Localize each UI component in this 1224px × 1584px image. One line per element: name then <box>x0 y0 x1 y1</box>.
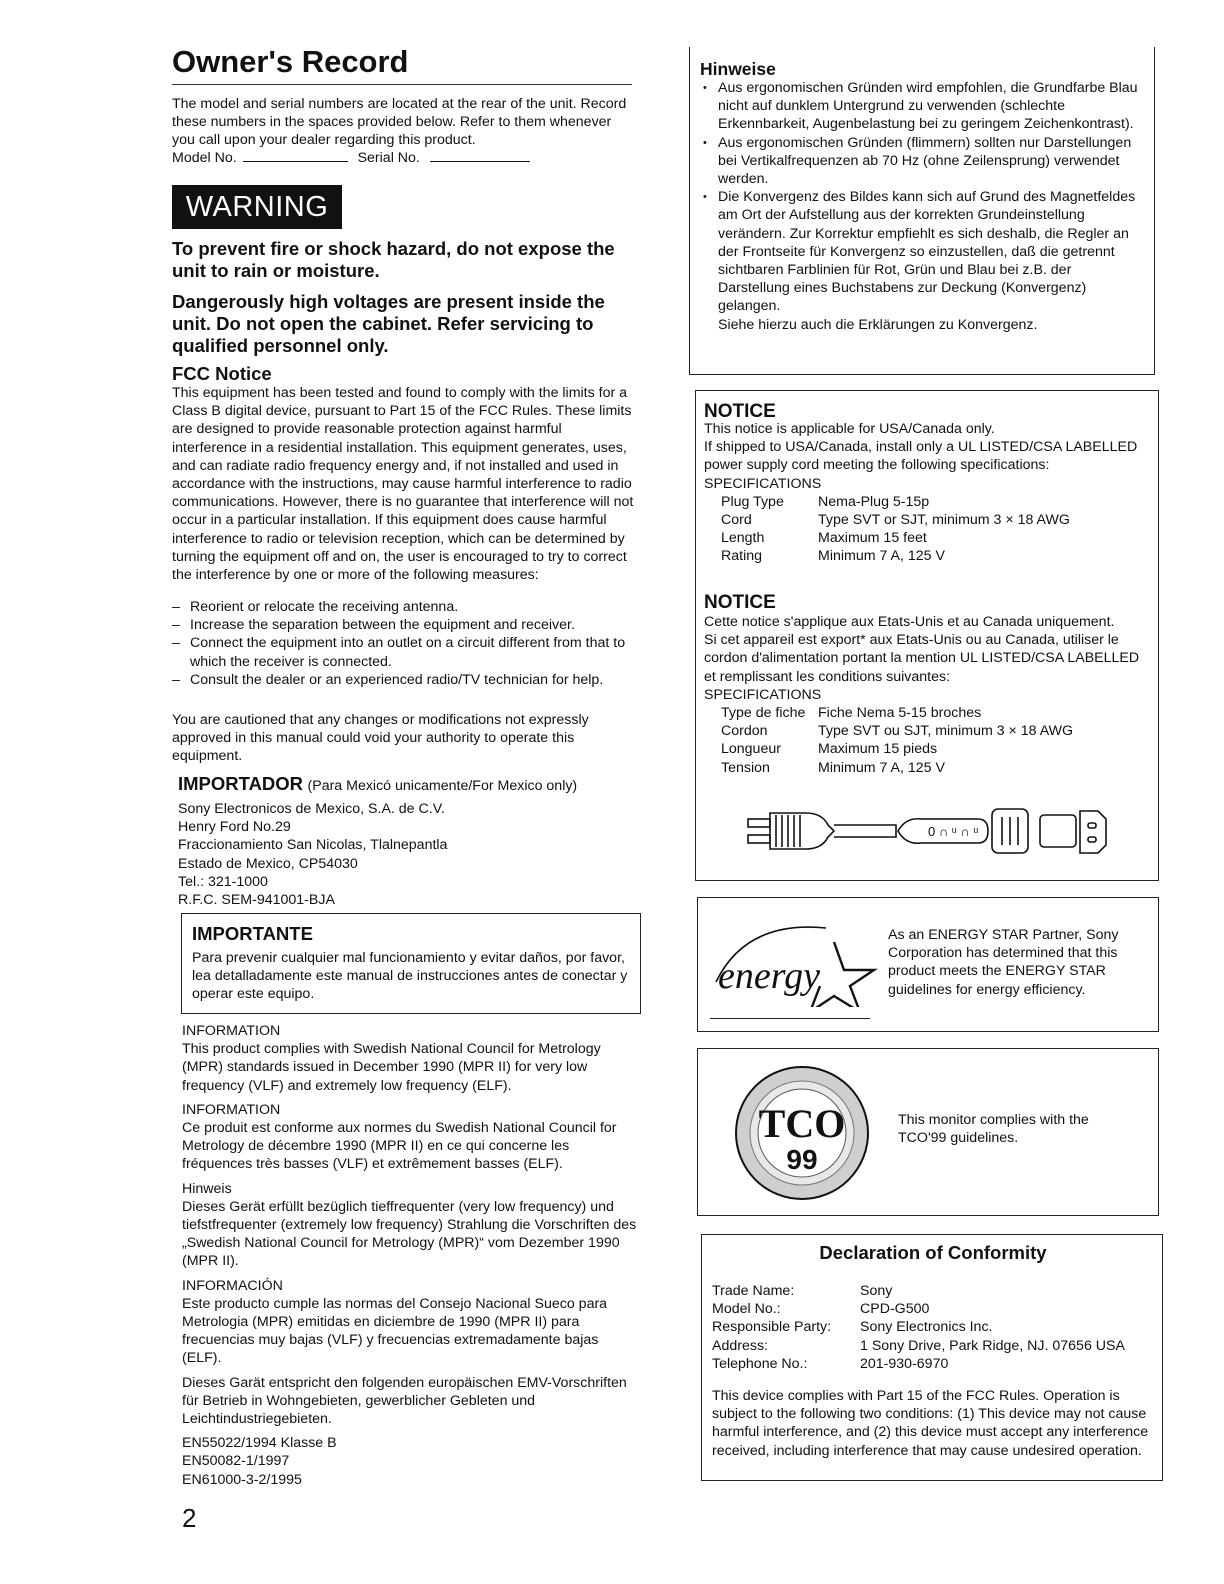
importante-box <box>181 913 641 1014</box>
warning-line-2: Dangerously high voltages are present inside the unit. Do not open the cabinet. Refer servicing to qualified personnel only. <box>172 291 605 356</box>
declaration-key: Model No.: <box>712 1301 781 1318</box>
spec-row <box>704 511 1150 529</box>
declaration-title: Declaration of Conformity <box>819 1242 1047 1263</box>
spec-key: Tension <box>721 759 770 776</box>
info-text: Dieses Gerät erfüllt bezüglich tieffrequenter (very low frequency) und tiefstfrequenter (extremely low frequency) Strahlung die Vorschriften des „Swedish National Council for Metrology (MPR)“ vom Dezember 1990 (MPR II). <box>182 1198 637 1270</box>
spec-row <box>704 547 1150 565</box>
fcc-measure: – Reorient or relocate the receiving antenna. <box>172 598 638 616</box>
spec-key: Cordon <box>721 723 768 740</box>
importador-address <box>178 800 618 909</box>
notice-en-body <box>704 420 1150 566</box>
declaration-row <box>712 1282 1158 1300</box>
notice-fr-line: Cette notice s'applique aux Etats-Unis et au Canada uniquement. <box>704 614 1115 630</box>
declaration-key: Responsible Party: <box>712 1319 832 1336</box>
energy-star-box <box>697 897 1159 1032</box>
spec-value: Fiche Nema 5-15 broches <box>818 705 982 722</box>
info-title: INFORMACIÓN <box>182 1277 283 1294</box>
importante-text: Para prevenir cualquier mal funcionamiento y evitar daños, por favor, lea detalladamente este manual de instrucciones antes de conectar y operar este equipo. <box>192 950 628 1003</box>
tco99-logo <box>716 1063 888 1203</box>
address-line: Sony Electronicos de Mexico, S.A. de C.V. <box>178 801 445 817</box>
importador-sub: (Para Mexicó unicamente/For Mexico only) <box>307 778 578 794</box>
hinweise-item: • Aus ergonomischen Gründen wird empfohlen, die Grundfarbe Blau nicht auf dunklem Untergrund zu verwenden (schlechte Erkennbarkeit, Augenbelastung bei zu geringem Zeichenkontrast). <box>700 79 1146 134</box>
notice-fr-spec-title: SPECIFICATIONS <box>704 686 822 703</box>
tco-logo-year: 99 <box>786 1144 818 1175</box>
spec-value: Type SVT ou SJT, minimum 3 × 18 AWG <box>818 723 1074 740</box>
declaration-key: Trade Name: <box>712 1283 795 1299</box>
spec-key: Plug Type <box>721 493 784 510</box>
address-line: Henry Ford No.29 <box>178 819 291 836</box>
page-number: 2 <box>182 1503 197 1533</box>
notice-en-line: If shipped to USA/Canada, install only a UL LISTED/CSA LABELLED power supply cord meeting the following specifications: <box>704 439 1138 474</box>
hinweise-box <box>689 47 1155 375</box>
tco-logo-main: TCO <box>758 1101 846 1146</box>
spec-value: Nema-Plug 5-15p <box>818 493 930 510</box>
notice-en-heading: NOTICE <box>704 401 776 422</box>
hinweise-item: • Die Konvergenz des Bildes kann sich auf Grund des Magnetfeldes am Ort der Aufstellung aus der korrekten Grundeinstellung verändern. Zur Korrektur empfiehlt es sich deshalb, die Regler an der Frontseite für Konvergenz so einzustellen, daß die getrennt sichtbaren Farblinien für Rot, Grün und Blau bei z.B. der Darstellung eines Buchstabens zur Deckung (Konvergenz) gelangen. <box>700 188 1146 315</box>
spec-key: Rating <box>721 548 763 565</box>
fcc-measure: – Consult the dealer or an experienced radio/TV technician for help. <box>172 671 638 689</box>
hinweise-list <box>700 79 1146 334</box>
hinweise-footer: Siehe hierzu auch die Erklärungen zu Konvergenz. <box>718 316 1038 333</box>
declaration-value: 201-930-6970 <box>860 1355 949 1372</box>
spec-key: Cord <box>721 512 752 529</box>
info-block <box>182 1101 640 1174</box>
serial-label: Serial No. <box>357 150 420 166</box>
tco-box <box>697 1048 1159 1216</box>
declaration-value: Sony Electronics Inc. <box>860 1319 993 1336</box>
importante-heading: IMPORTANTE <box>192 923 313 944</box>
fcc-text: This equipment has been tested and found to comply with the limits for a Class B digital device, pursuant to Part 15 of the FCC Rules. These limits are designed to provide reasonable protection against harmful interference in a residential installation. This equipment generates, uses, and can radiate radio frequency energy and, if not installed and used in accordance with the instructions, may cause harmful interference to radio communications. However, there is no guarantee that interference will not occur in a particular installation. If this equipment does cause harmful interference to radio or television reception, which can be determined by turning the equipment off and on, the user is encouraged to try to correct the interference by one or more of the following measures: <box>172 385 634 584</box>
model-label: Model No. <box>172 150 237 166</box>
address-line: Tel.: 321-1000 <box>178 873 268 890</box>
declaration-row <box>712 1355 1158 1373</box>
spec-row <box>704 704 1150 722</box>
title-rule <box>172 84 632 85</box>
emv-text: Dieses Garät entspricht den folgenden europäischen EMV-Vorschriften für Betrieb in Wohngebieten, gewerblicher Gebleten und Leichtindustriegebieten. <box>182 1374 627 1428</box>
svg-text:0 ∩ ᵘ ∩ ᵘ: 0 ∩ ᵘ ∩ ᵘ <box>928 824 979 839</box>
energy-logo-text: energy <box>718 955 820 997</box>
warning-line-1: To prevent fire or shock hazard, do not expose the unit to rain or moisture. <box>172 238 615 281</box>
declaration-row <box>712 1318 1158 1336</box>
power-cord-icon <box>746 801 1116 861</box>
info-title: INFORMATION <box>182 1101 281 1118</box>
importador-heading: IMPORTADOR <box>178 773 304 794</box>
notice-box <box>695 390 1159 881</box>
declaration-row <box>712 1300 1158 1318</box>
spec-row <box>704 740 1150 758</box>
emv-standard: EN50082-1/1997 <box>182 1453 290 1470</box>
notice-fr-line: Si cet appareil est export* aux Etats-Unis ou au Canada, utiliser le cordon d'alimentation portant la mention UL LISTED/CSA LABELLED et remplissant les conditions suivantes: <box>704 632 1140 685</box>
notice-en-line: This notice is applicable for USA/Canada only. <box>704 421 995 437</box>
spec-key: Longueur <box>721 741 781 758</box>
energy-star-text: As an ENERGY STAR Partner, Sony Corporation has determined that this product meets the ENERGY STAR guidelines for energy efficiency. <box>888 927 1119 998</box>
spec-key: Type de fiche <box>721 705 806 722</box>
spec-row <box>704 722 1150 740</box>
serial-blank <box>430 161 530 162</box>
info-text: This product complies with Swedish National Council for Metrology (MPR) standards issued in December 1990 (MPR II) for very low frequency (VLF) and extremely low frequency (ELF). <box>182 1041 601 1094</box>
declaration-text: This device complies with Part 15 of the FCC Rules. Operation is subject to the following two conditions: (1) This device may not cause harmful interference, and (2) this device must accept any interference received, including interference that may cause undesired operation. <box>712 1388 1149 1459</box>
declaration-value: Sony <box>860 1283 893 1299</box>
declaration-value: CPD-G500 <box>860 1301 930 1318</box>
spec-row <box>704 759 1150 777</box>
info-block <box>182 1022 640 1095</box>
fcc-caution: You are cautioned that any changes or modifications not expressly approved in this manual could void your authority to operate this equipment. <box>172 712 589 765</box>
info-block <box>182 1277 640 1368</box>
spec-value: Maximum 15 feet <box>818 530 927 547</box>
address-line: Fraccionamiento San Nicolas, Tlalnepantla <box>178 837 448 854</box>
warning-badge: WARNING <box>172 185 342 229</box>
declaration-key: Address: <box>712 1337 768 1354</box>
declaration-table <box>712 1282 1158 1373</box>
hinweise-heading: Hinweise <box>700 59 776 79</box>
spec-value: Minimum 7 A, 125 V <box>818 548 945 565</box>
declaration-key: Telephone No.: <box>712 1355 808 1372</box>
fcc-heading: FCC Notice <box>172 363 272 384</box>
notice-fr-body <box>704 613 1150 777</box>
address-line: R.F.C. SEM-941001-BJA <box>178 892 335 909</box>
model-blank <box>243 161 348 162</box>
tco-text: This monitor complies with the TCO'99 guidelines. <box>898 1112 1089 1147</box>
spec-value: Maximum 15 pieds <box>818 741 938 758</box>
spec-value: Minimum 7 A, 125 V <box>818 759 945 776</box>
emv-standard: EN55022/1994 Klasse B <box>182 1435 337 1452</box>
declaration-box <box>701 1234 1163 1481</box>
info-blocks <box>182 1022 640 1489</box>
fcc-measures <box>172 598 638 689</box>
energy-divider <box>710 1018 870 1019</box>
spec-row <box>704 529 1150 547</box>
emv-standard: EN61000-3-2/1995 <box>182 1471 302 1488</box>
owners-record-title: Owner's Record <box>172 44 409 79</box>
model-serial-line <box>172 149 632 167</box>
spec-value: Type SVT or SJT, minimum 3 × 18 AWG <box>818 512 1070 529</box>
info-text: Este producto cumple las normas del Consejo Nacional Sueco para Metrologia (MPR) emitidas en diciembre de 1990 (MPR II) para frecuencias muy bajas (VLF) y frecuencias extremadamente bajas (ELF). <box>182 1295 608 1367</box>
declaration-row <box>712 1337 1158 1355</box>
energy-star-logo <box>706 912 881 1007</box>
owners-record-intro: The model and serial numbers are located at the rear of the unit. Record these numbers in the spaces provided below. Refer to them whenever you call upon your dealer regarding this product. <box>172 96 627 149</box>
info-block <box>182 1180 640 1271</box>
hinweise-item: • Aus ergonomischen Gründen (flimmern) sollten nur Darstellungen bei Vertikalfrequenzen ab 70 Hz (ohne Zeilensprung) verwendet werden. <box>700 134 1146 189</box>
declaration-value: 1 Sony Drive, Park Ridge, NJ. 07656 USA <box>860 1337 1125 1354</box>
spec-key: Length <box>721 530 765 547</box>
info-text: Ce produit est conforme aux normes du Swedish National Council for Metrology de décembre 1990 (MPR II) en ce qui concerne les fréquences très basses (VLF) et extrêmement basses (ELF). <box>182 1120 617 1173</box>
importador-heading-line <box>178 773 638 795</box>
notice-fr-heading: NOTICE <box>704 592 776 613</box>
info-title: Hinweis <box>182 1180 232 1197</box>
notice-en-spec-title: SPECIFICATIONS <box>704 475 822 492</box>
fcc-measure: – Connect the equipment into an outlet on a circuit different from that to which the receiver is connected. <box>172 634 638 670</box>
spec-row <box>704 493 1150 511</box>
info-title: INFORMATION <box>182 1023 281 1039</box>
fcc-measure: – Increase the separation between the equipment and receiver. <box>172 616 638 634</box>
address-line: Estado de Mexico, CP54030 <box>178 855 358 872</box>
